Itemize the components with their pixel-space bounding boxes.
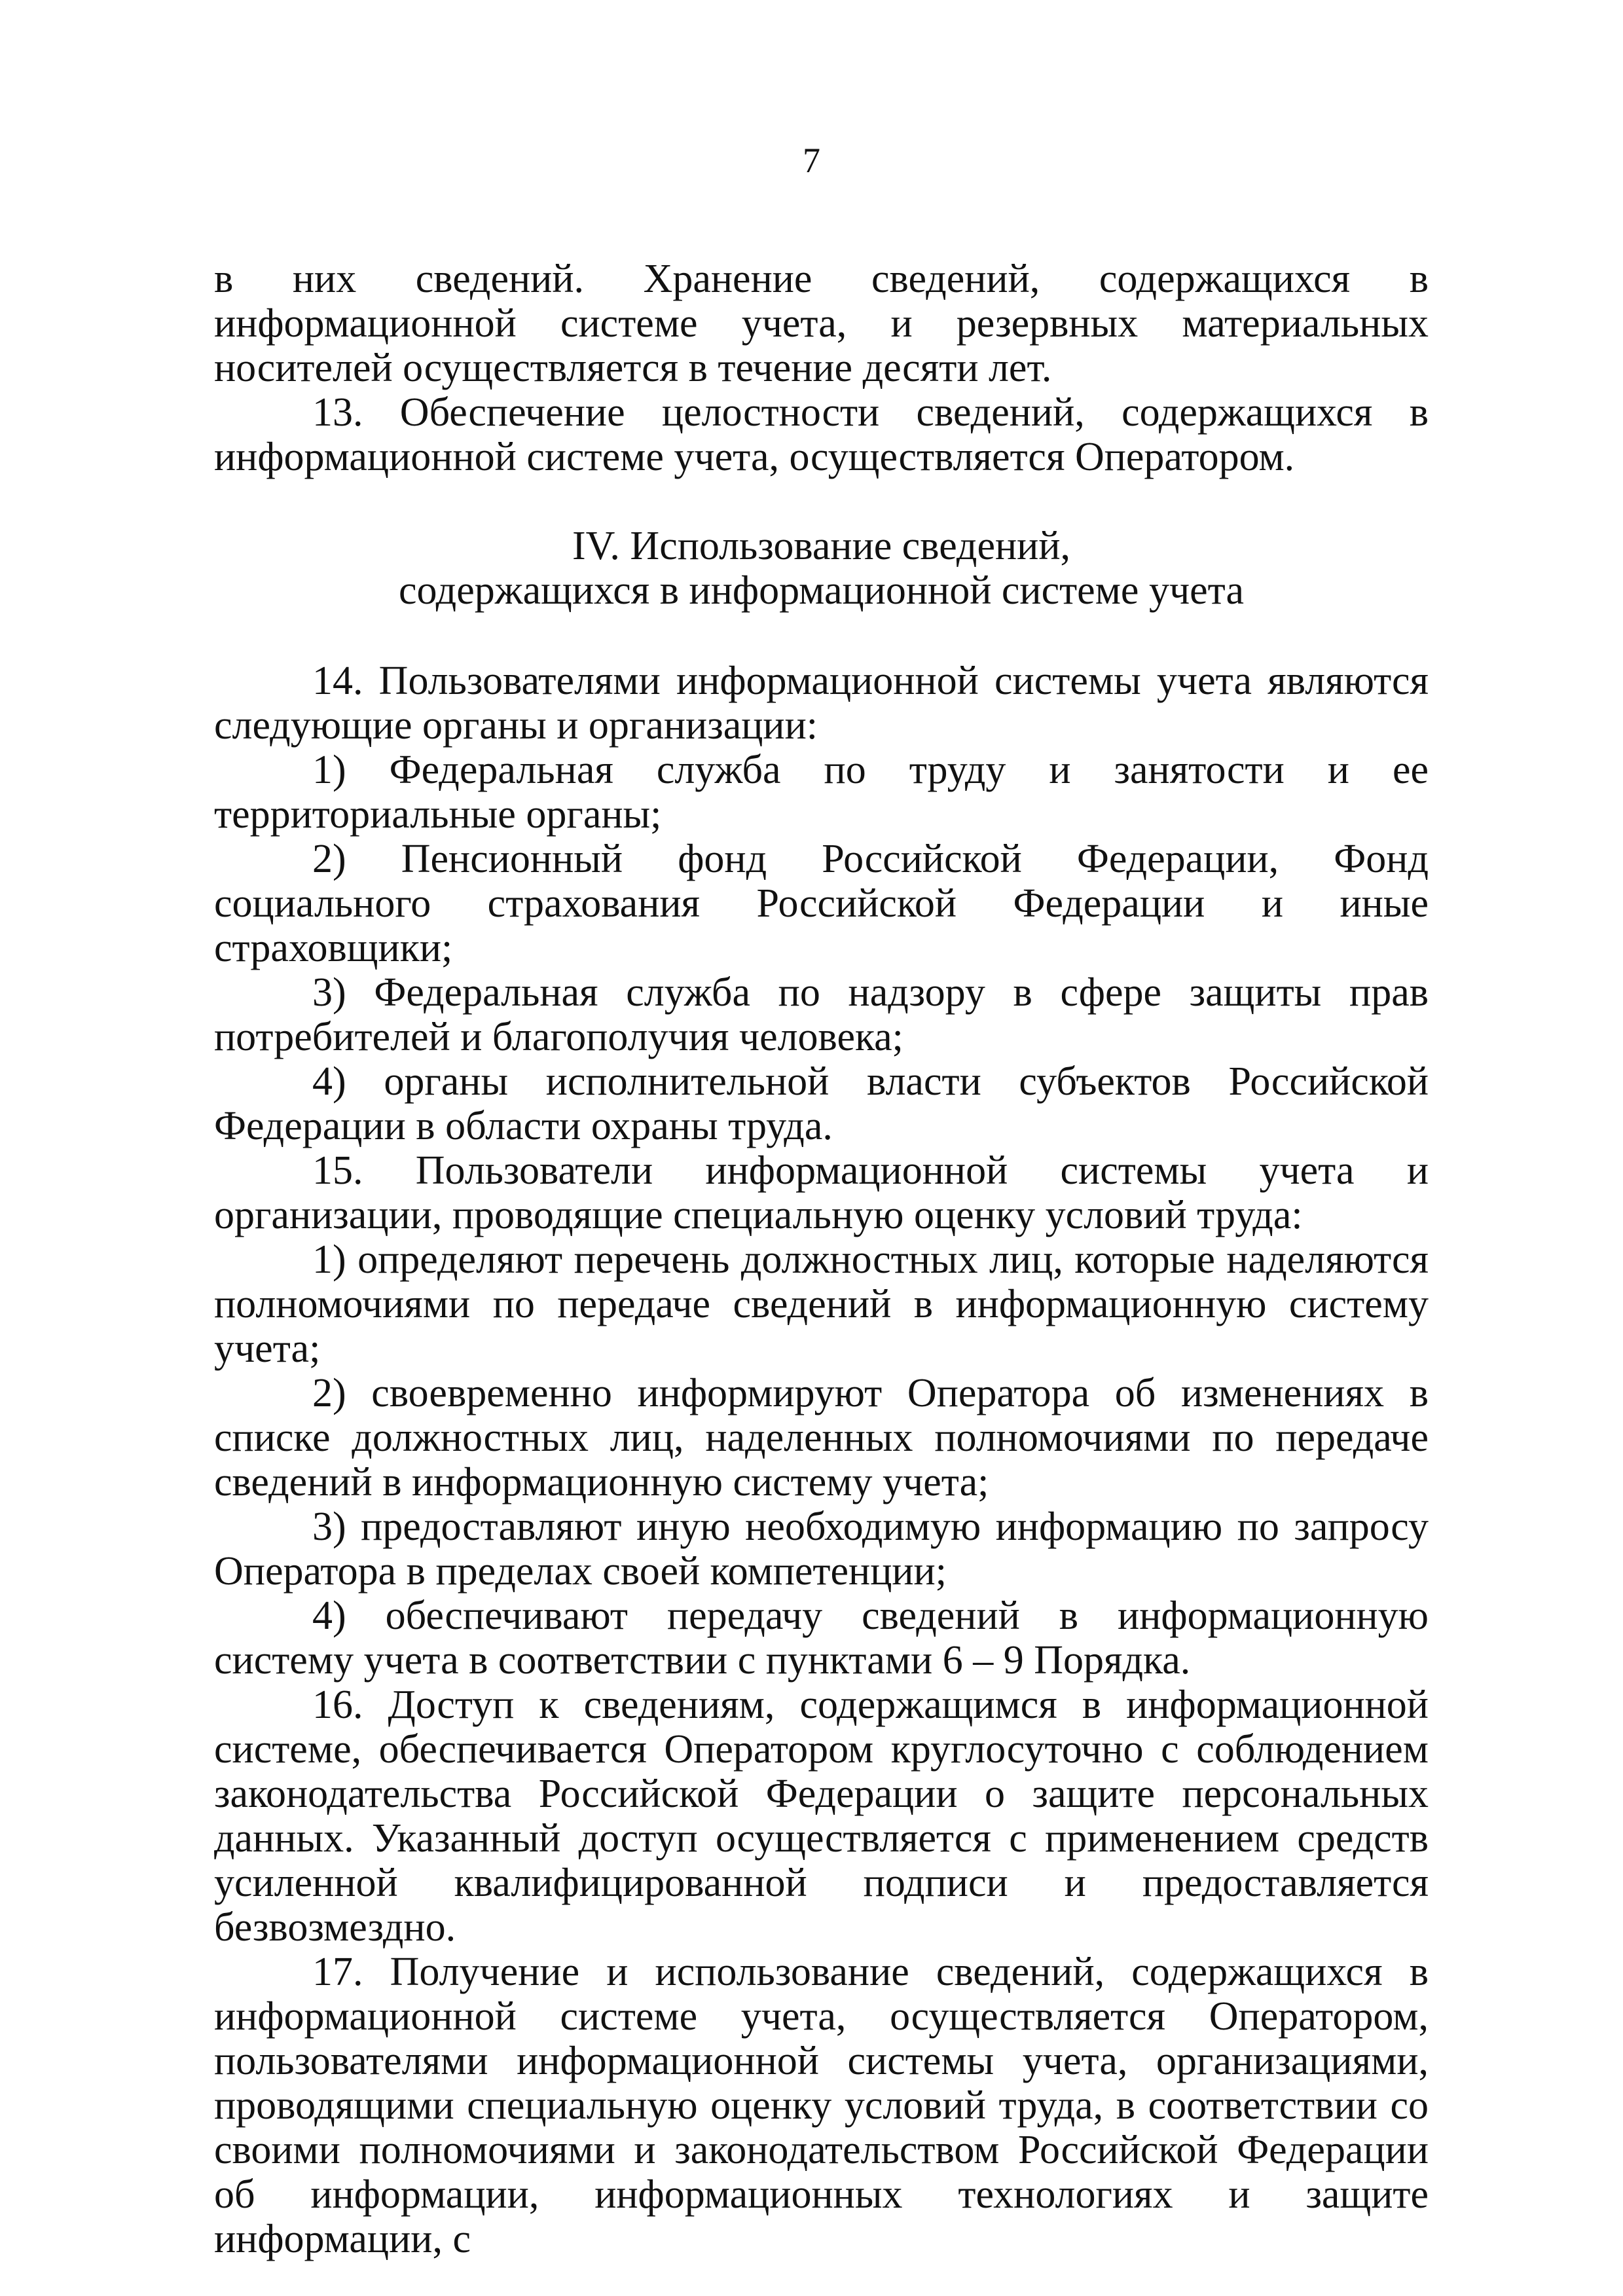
paragraph-15-item-2: 2) своевременно информируют Оператора об изменениях в списке должностных лиц, наделенных полномочиями по передаче сведений в информационную систему учета; bbox=[214, 1371, 1429, 1504]
paragraph-14: 14. Пользователями информационной системы учета являются следующие органы и организации: bbox=[214, 659, 1429, 748]
paragraph-15: 15. Пользователи информационной системы учета и организации, проводящие специальную оценку условий труда: bbox=[214, 1148, 1429, 1237]
paragraph-continuation: в них сведений. Хранение сведений, содержащихся в информационной системе учета, и резервных материальных носителей осуществляется в течение десяти лет. bbox=[214, 257, 1429, 390]
paragraph-15-item-1: 1) определяют перечень должностных лиц, которые наделяются полномочиями по передаче сведений в информационную систему учета; bbox=[214, 1237, 1429, 1371]
paragraph-14-item-2: 2) Пенсионный фонд Российской Федерации, Фонд социального страхования Российской Федерации и иные страховщики; bbox=[214, 837, 1429, 970]
paragraph-14-item-3: 3) Федеральная служба по надзору в сфере защиты прав потребителей и благополучия человека; bbox=[214, 970, 1429, 1059]
paragraph-14-item-1: 1) Федеральная служба по труду и занятости и ее территориальные органы; bbox=[214, 748, 1429, 837]
document-body bbox=[214, 257, 1429, 2261]
section-title-line-2: содержащихся в информационной системе учета bbox=[398, 568, 1245, 613]
paragraph-14-item-4: 4) органы исполнительной власти субъектов Российской Федерации в области охраны труда. bbox=[214, 1059, 1429, 1148]
paragraph-16: 16. Доступ к сведениям, содержащимся в информационной системе, обеспечивается Оператором круглосуточно с соблюдением законодательства Российской Федерации о защите персональных данных. Указанный доступ осуществляется с применением средств усиленной квалифицированной подписи и предоставляется безвозмездно. bbox=[214, 1683, 1429, 1950]
paragraph-13: 13. Обеспечение целостности сведений, содержащихся в информационной системе учета, осуществляется Оператором. bbox=[214, 390, 1429, 479]
paragraph-15-item-4: 4) обеспечивают передачу сведений в информационную систему учета в соответствии с пунктами 6 – 9 Порядка. bbox=[214, 1594, 1429, 1683]
page-number: 7 bbox=[803, 141, 820, 180]
paragraph-17: 17. Получение и использование сведений, содержащихся в информационной системе учета, осуществляется Оператором, пользователями информационной системы учета, организациями, проводящими специальную оценку условий труда, в соответствии со своими полномочиями и законодательством Российской Федерации об информации, информационных технологиях и защите информации, с bbox=[214, 1950, 1429, 2261]
section-title-line-1: IV. Использование сведений, bbox=[572, 524, 1070, 568]
section-heading bbox=[214, 524, 1429, 613]
paragraph-15-item-3: 3) предоставляют иную необходимую информацию по запросу Оператора в пределах своей компетенции; bbox=[214, 1504, 1429, 1594]
